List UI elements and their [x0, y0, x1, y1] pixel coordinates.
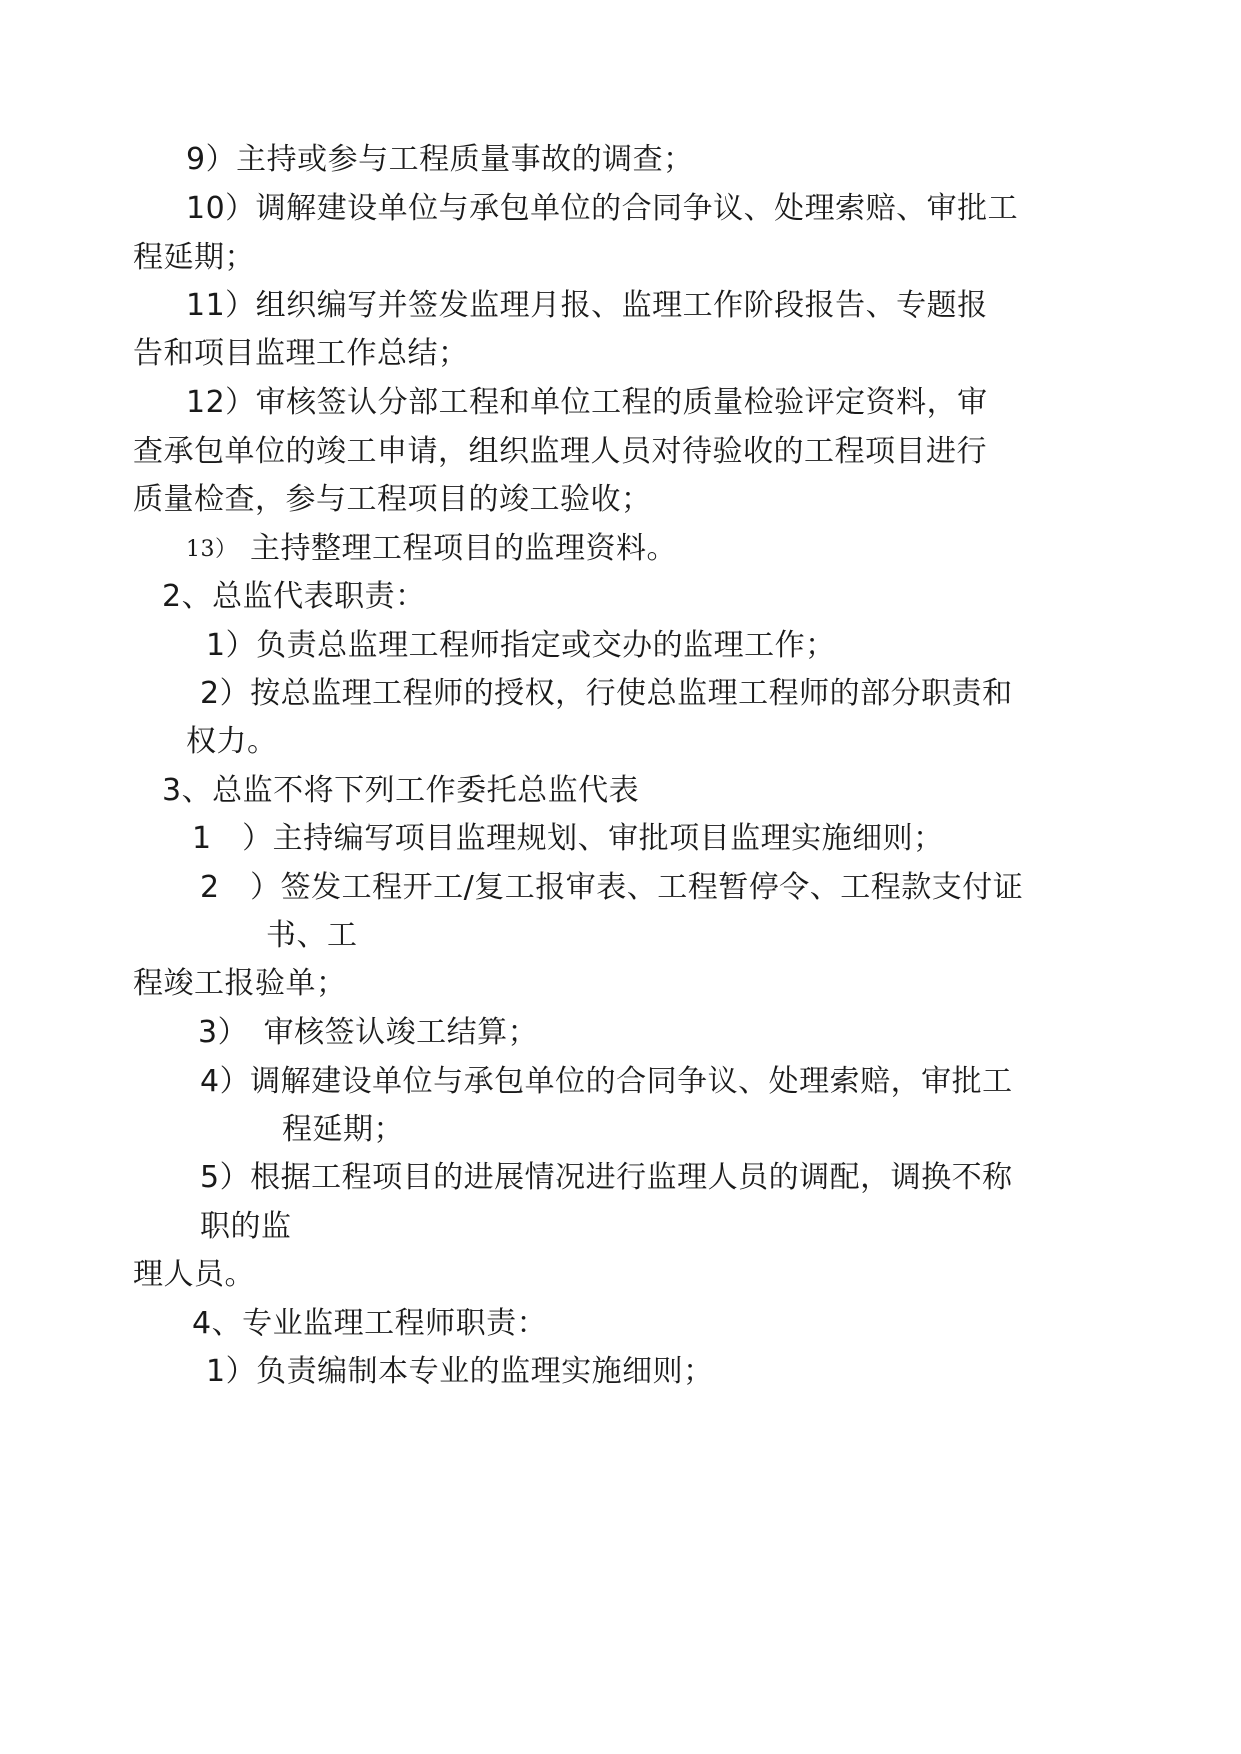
text-line: 程竣工报验单；	[133, 966, 347, 1001]
text-line: 职的监	[200, 1209, 292, 1244]
text-line: 12）审核签认分部工程和单位工程的质量检验评定资料，审	[186, 385, 988, 420]
text-line: 11）组织编写并签发监理月报、监理工作阶段报告、专题报	[186, 288, 988, 323]
text-line: 4）调解建设单位与承包单位的合同争议、处理索赔，审批工	[200, 1064, 1013, 1099]
text-line: 2 ）签发工程开工/复工报审表、工程暂停令、工程款支付证	[200, 870, 1024, 905]
text-line: 1）负责总监理工程师指定或交办的监理工作；	[206, 628, 836, 663]
text-line: 9）主持或参与工程质量事故的调查；	[186, 142, 694, 177]
text-line: 5）根据工程项目的进展情况进行监理人员的调配，调换不称	[200, 1160, 1013, 1195]
text-line: 10）调解建设单位与承包单位的合同争议、处理索赔、审批工	[186, 191, 1019, 226]
text-line: 主持整理工程项目的监理资料。	[250, 531, 677, 566]
text-line: 1）负责编制本专业的监理实施细则；	[206, 1354, 714, 1389]
section-heading: 3、总监不将下列工作委托总监代表	[162, 773, 640, 808]
text-line: 告和项目监理工作总结；	[133, 336, 469, 371]
text-line: 3） 审核签认竣工结算；	[198, 1015, 539, 1050]
text-line: 权力。	[186, 724, 278, 759]
text-line: 程延期；	[133, 240, 255, 275]
text-line: 2）按总监理工程师的授权，行使总监理工程师的部分职责和	[200, 676, 1013, 711]
text-line: 程延期；	[282, 1112, 404, 1147]
text-line: 质量检查，参与工程项目的竣工验收；	[133, 482, 652, 517]
text-line: 理人员。	[133, 1257, 255, 1292]
text-line: 书、工	[266, 918, 358, 953]
section-heading: 4、专业监理工程师职责：	[192, 1306, 548, 1341]
list-number: 13）	[186, 537, 238, 562]
text-line: 查承包单位的竣工申请，组织监理人员对待验收的工程项目进行	[133, 434, 987, 469]
section-heading: 2、总监代表职责：	[162, 579, 426, 614]
text-line: 1 ）主持编写项目监理规划、审批项目监理实施细则；	[192, 821, 944, 856]
